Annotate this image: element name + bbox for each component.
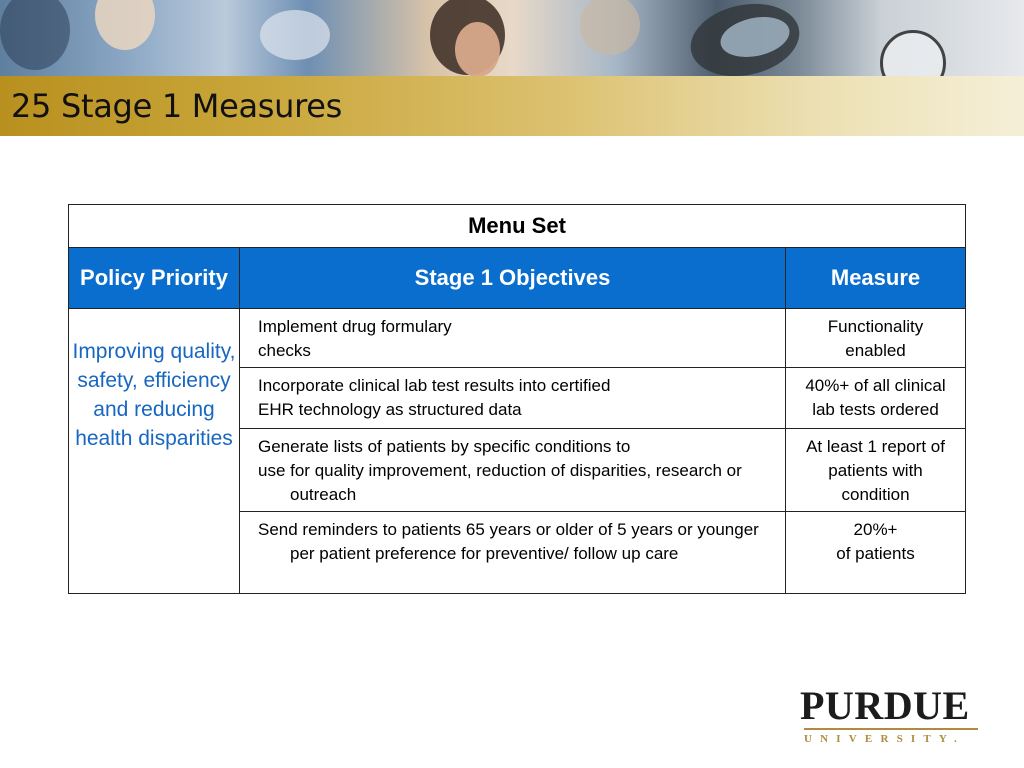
measure-header: Measure: [786, 248, 966, 309]
photo-figure: [260, 10, 330, 60]
purdue-logo: [800, 684, 980, 746]
measures-table: [68, 204, 966, 594]
slide-title: 25 Stage 1 Measures: [11, 87, 343, 125]
objectives-header: Stage 1 Objectives: [240, 248, 786, 309]
photo-figure: [0, 0, 70, 70]
measure-line: Functionality: [827, 317, 924, 336]
logo-name: PURDUE: [800, 683, 970, 728]
table-row: [69, 309, 966, 368]
logo-rule: [804, 728, 978, 730]
menu-set-header: Menu Set: [69, 205, 966, 248]
measure-line: 40%+ of all clinical: [805, 376, 946, 395]
photo-figure: [95, 0, 155, 50]
logo-subtitle: UNIVERSITY.: [804, 733, 966, 745]
objective-line: Incorporate clinical lab test results into certified: [258, 376, 611, 395]
policy-priority-cell: Improving quality, safety, efficiency and reducing health disparities: [69, 309, 240, 594]
column-header-row: [69, 248, 966, 309]
objective-line: use for quality improvement, reduction of disparities, research or outreach: [258, 461, 742, 504]
measure-cell: [786, 368, 966, 429]
measure-cell: [786, 512, 966, 594]
objective-cell: [240, 368, 786, 429]
objective-line: EHR technology as structured data: [258, 400, 522, 419]
objective-line: Send reminders to patients 65 years or older of 5 years or younger per patient preference for preventive/ follow up care: [258, 520, 759, 563]
objective-cell: [240, 309, 786, 368]
objective-cell: [240, 429, 786, 512]
measure-line: enabled: [845, 341, 906, 360]
photo-figure: [455, 22, 500, 76]
measure-line: lab tests ordered: [812, 400, 939, 419]
objective-line: checks: [258, 341, 311, 360]
measure-cell: [786, 309, 966, 368]
objective-cell: [240, 512, 786, 594]
objective-line: Generate lists of patients by specific conditions to: [258, 437, 631, 456]
menu-set-row: [69, 205, 966, 248]
policy-priority-header: Policy Priority: [69, 248, 240, 309]
photo-gauge: [880, 30, 946, 76]
measure-line: 20%+: [853, 520, 898, 539]
measure-line: At least 1 report of: [806, 437, 945, 456]
measure-line: patients with: [828, 461, 923, 480]
objective-line: Implement drug formulary: [258, 317, 452, 336]
measure-line: of patients: [836, 544, 915, 563]
measure-line: condition: [841, 485, 910, 504]
header-photo-banner: [0, 0, 1024, 76]
measure-cell: [786, 429, 966, 512]
photo-figure: [580, 0, 640, 55]
